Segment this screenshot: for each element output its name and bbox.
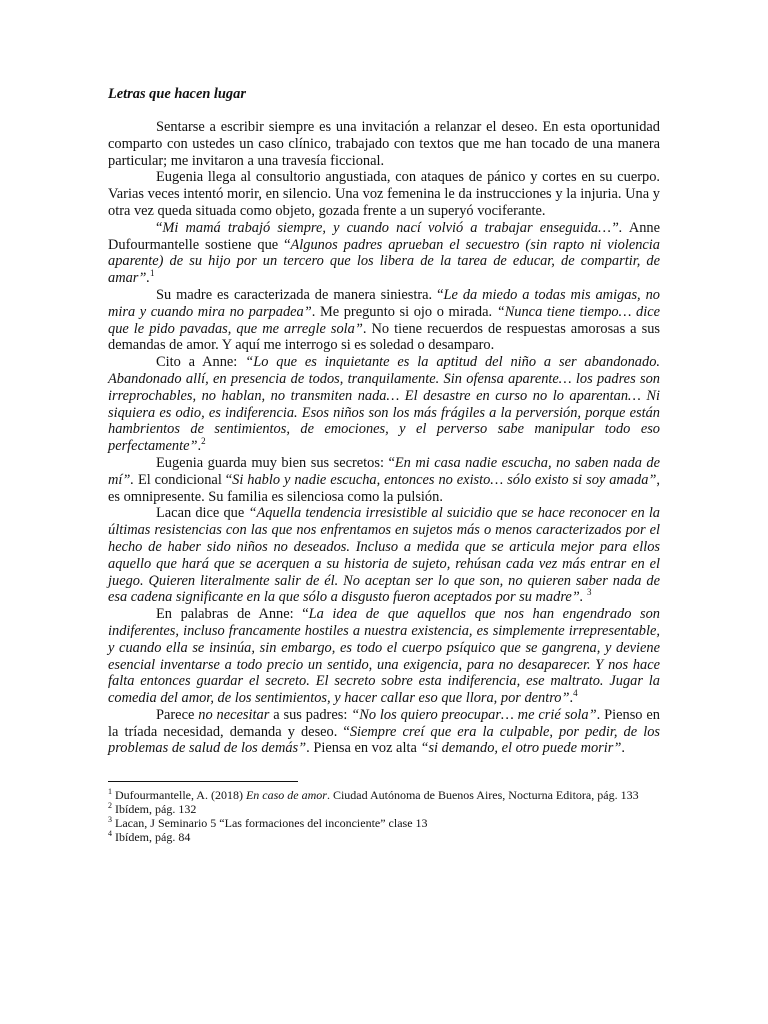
footnote-ref: 4: [573, 688, 578, 699]
paragraph: [108, 505, 660, 606]
text-run: “Nunca tiene tiempo… dice que le pido pavadas, que me arregle sola”: [108, 303, 660, 337]
text-run: . Piensa en voz alta: [306, 740, 421, 757]
footnote: [108, 802, 660, 816]
paragraph: [108, 220, 660, 287]
text-run: Ibídem, pág. 84: [112, 830, 191, 845]
text-run: . No tiene recuerdos de respuestas amorosas a sus demandas de amor. Y aquí me interrogo si es soledad o desamparo.: [108, 320, 660, 354]
text-run: Lacan dice que: [156, 505, 249, 522]
text-run: Ibídem, pág. 132: [112, 802, 197, 817]
paragraph: [108, 287, 660, 354]
footnote-separator: [108, 781, 298, 782]
footnote: [108, 830, 660, 844]
text-run: a sus padres:: [269, 706, 352, 723]
text-run: Su madre es caracterizada de manera siniestra. “: [156, 286, 444, 303]
text-run: Le da miedo a todas mis amigas, no mira y cuando mira no parpadea”: [108, 286, 660, 320]
paragraph: [108, 606, 660, 707]
text-run: Parece: [156, 706, 199, 723]
text-run: En palabras de Anne: “: [156, 606, 309, 623]
footnote-ref: 3: [587, 587, 592, 598]
text-run: Sentarse a escribir siempre es una invitación a relanzar el deseo. En esta oportunidad comparto con ustedes un caso clínico, trabajado con textos que me han tocado de una manera particular; me invitaron a una travesía ficcional.: [108, 119, 660, 169]
text-run: El condicional “: [134, 471, 233, 488]
text-run: . Me pregunto si ojo o mirada.: [311, 303, 497, 320]
text-run: .: [621, 740, 625, 757]
text-run: “: [156, 219, 163, 236]
document-title: Letras que hacen lugar: [108, 86, 246, 102]
footnote: [108, 816, 660, 830]
text-run: . Ciudad Autónoma de Buenos Aires, Nocturna Editora, pág. 133: [326, 788, 639, 803]
text-run: Siempre creí que era la culpable, por pedir, de los problemas de salud de los demás”: [108, 723, 660, 757]
text-run: Anne Dufourmantelle sostiene que “: [108, 219, 660, 253]
text-run: Dufourmantelle, A. (2018): [112, 788, 246, 803]
paragraph: [108, 707, 660, 757]
text-run: “No los quiero preocupar… me crié sola”: [351, 706, 597, 723]
text-run: . Pienso en la tríada necesidad, demanda y deseo. “: [108, 706, 660, 740]
body-text: [108, 119, 660, 757]
text-run: .: [197, 438, 202, 455]
text-run: Cito a Anne:: [156, 354, 246, 371]
text-run: Lacan, J Seminario 5 “Las formaciones del inconciente” clase 13: [112, 816, 428, 831]
footnote-ref: 3: [108, 815, 112, 825]
text-run: Mi mamá trabajó siempre, y cuando nací volvió a trabajar enseguida…”.: [162, 219, 623, 236]
text-run: “si demando, el otro puede morir”: [420, 740, 622, 757]
footnote-ref: 2: [108, 801, 112, 811]
text-run: Eugenia guarda muy bien sus secretos: “: [156, 454, 395, 471]
footnote: [108, 788, 660, 802]
text-run: .: [569, 690, 574, 707]
text-run: Algunos padres aprueban el secuestro (sin rapto ni violencia aparente) de su hijo por un tercero que los libera de la tarea de educar, de compartir, de amar”.: [108, 236, 660, 287]
text-run: La idea de que aquellos que nos han engendrado son indiferentes, incluso francamente hostiles a nuestra existencia, es simplemente irrepresentable, y cuando ella se insinúa, sin embargo, es todo el cuerpo psíquico que se gangrena, y deviene esencial inventarse a todo precio un sentido, una exigencia, para no desaparecer. Y nos hace falta entonces guardar el secreto. El secreto sobre esta indiferencia, ese maltrato. Jugar la comedia del amor, de los sentimientos, y hacer callar eso que llora, por dentro”: [108, 606, 660, 707]
text-run: En caso de amor: [245, 788, 327, 803]
footnote-ref: 2: [201, 436, 206, 447]
text-run: “Aquella tendencia irresistible al suicidio que se hace reconocer en la últimas resistencias con las que nos enfrentamos en sujetos más o menos caracterizados por el hecho de haber sido niños no deseados. Incluso a medida que se articula mejor para ellos aquello que hará que se acerquen a su historia de sujeto, rehúsan cada vez más entrar en el juego. Quieren literalmente salir de él. No aceptan ser lo que son, no quieren saber nada de esa cadena significante en la que sólo a disgusto fueron aceptados por su madre”.: [108, 505, 661, 606]
footnote-ref: 4: [108, 829, 112, 839]
text-run: , es omnipresente. Su familia es silenciosa como la pulsión.: [108, 471, 661, 505]
text-run: “Lo que es inquietante es la aptitud del niño a ser abandonado. Abandonado allí, en presencia de todos, tranquilamente. Sin ofensa aparente… los padres son irreprochables, no hablan, no transmiten nada… El desastre en curso no lo aparentan… Ni siquiera es odio, es indiferencia. Esos niños son los más frágiles a la perversión, porque están hambrientos de sentimientos, de emociones, y el perverso sabe manipular todo eso perfectamente”: [108, 354, 660, 455]
paragraph: [108, 455, 660, 505]
footnote-ref: 1: [108, 787, 112, 797]
text-run: En mi casa nadie escucha, no saben nada de mí”.: [108, 454, 660, 488]
footnote-ref: 1: [150, 268, 155, 279]
text-run: Si hablo y nadie escucha, entonces no existo… sólo existo si soy amada”: [232, 471, 657, 488]
paragraph: [108, 354, 660, 455]
text-run: Eugenia llega al consultorio angustiada, con ataques de pánico y cortes en su cuerpo. Varias veces intentó morir, en silencio. Una voz femenina le da instrucciones y la injuria. Una y otra vez queda situada como objeto, gozada frente a un superyó vociferante.: [108, 169, 660, 219]
paragraph: [108, 169, 660, 219]
text-run: no necesitar: [198, 706, 270, 723]
paragraph: [108, 119, 660, 169]
footnotes: [108, 788, 660, 844]
